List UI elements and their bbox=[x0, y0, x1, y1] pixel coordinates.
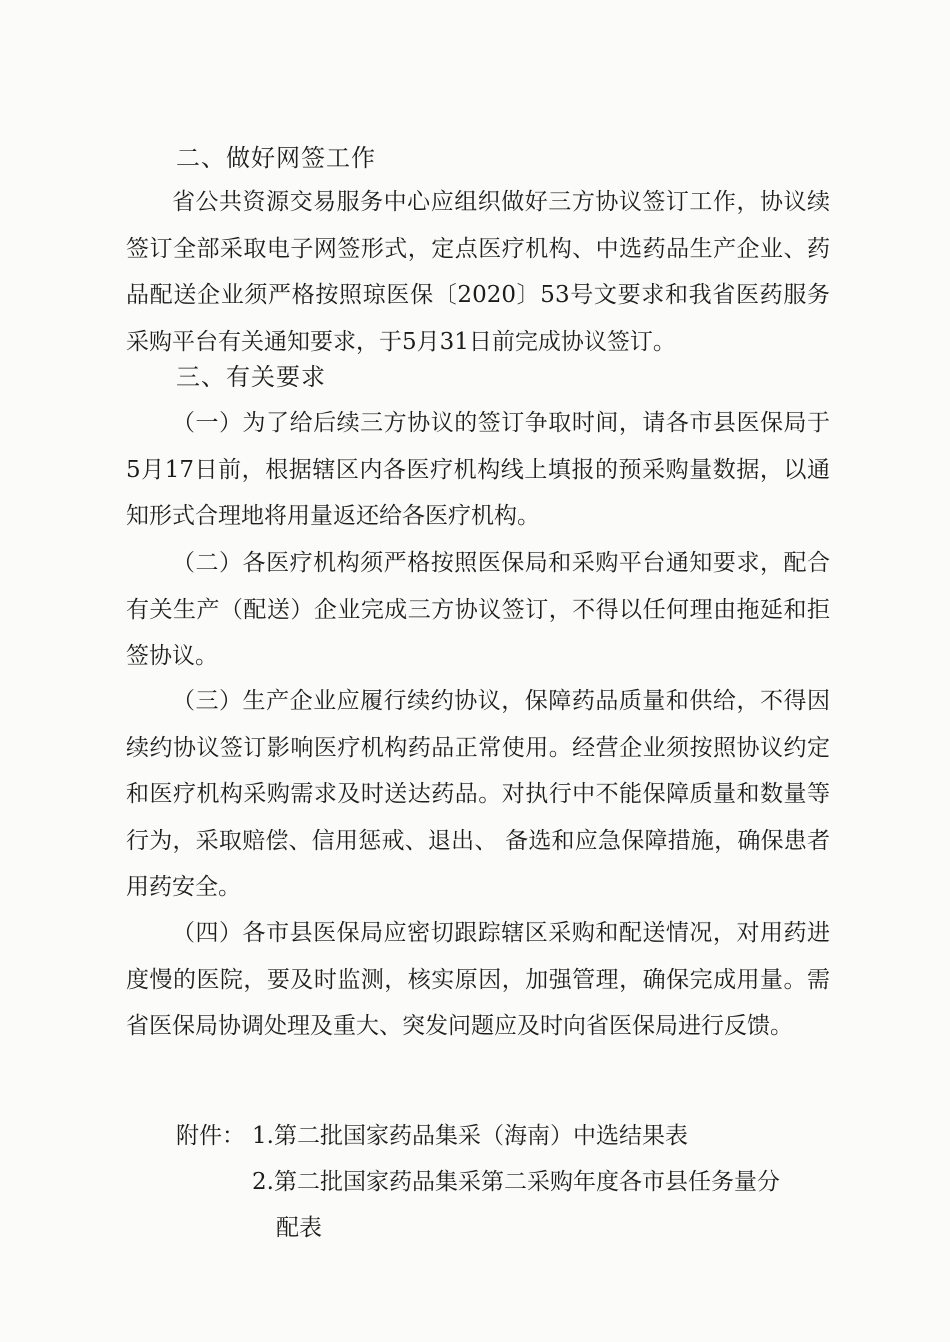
attachment-item-2 bbox=[252, 1159, 830, 1251]
attachments-label: 附件： bbox=[176, 1123, 245, 1149]
requirement-item-1: （一）为了给后续三方协议的签订争取时间，请各市县医保局于5月17日前，根据辖区内各医疗机构线上填报的预采购量数据，以通知形式合理地将用量返还给各医疗机构。 bbox=[126, 410, 830, 529]
section3-heading: 三、有关要求 bbox=[176, 363, 326, 391]
attachment-item-1 bbox=[252, 1113, 830, 1159]
attachment-title-continuation: 配表 bbox=[276, 1215, 322, 1241]
section2-heading: 二、做好网签工作 bbox=[176, 144, 376, 172]
attachment-number: 2. bbox=[252, 1169, 274, 1195]
attachment-number: 1. bbox=[252, 1123, 274, 1149]
attachment-title: 第二批国家药品集采第二采购年度各市县任务量分 bbox=[273, 1169, 780, 1195]
requirement-item-4: （四）各市县医保局应密切跟踪辖区采购和配送情况，对用药进度慢的医院，要及时监测，核实原因，加强管理，确保完成用量。需省医保局协调处理及重大、突发问题应及时向省医保局进行反馈。 bbox=[126, 920, 830, 1039]
section2-paragraph: 省公共资源交易服务中心应组织做好三方协议签订工作，协议续签订全部采取电子网签形式，定点医疗机构、中选药品生产企业、药品配送企业须严格按照琼医保〔2020〕53号文要求和我省医药服务采购平台有关通知要求，于5月31日前完成协议签订。 bbox=[126, 189, 830, 355]
requirement-item-2: （二）各医疗机构须严格按照医保局和采购平台通知要求，配合有关生产（配送）企业完成三方协议签订，不得以任何理由拖延和拒签协议。 bbox=[126, 550, 830, 669]
requirement-item-3: （三）生产企业应履行续约协议，保障药品质量和供给，不得因续约协议签订影响医疗机构药品正常使用。经营企业须按照协议约定和医疗机构采购需求及时送达药品。对执行中不能保障质量和数量等行为，采取赔偿、信用惩戒、退出、 备选和应急保障措施，确保患者用药安全。 bbox=[126, 688, 830, 900]
attachment-title: 第二批国家药品集采（海南）中选结果表 bbox=[273, 1123, 688, 1149]
